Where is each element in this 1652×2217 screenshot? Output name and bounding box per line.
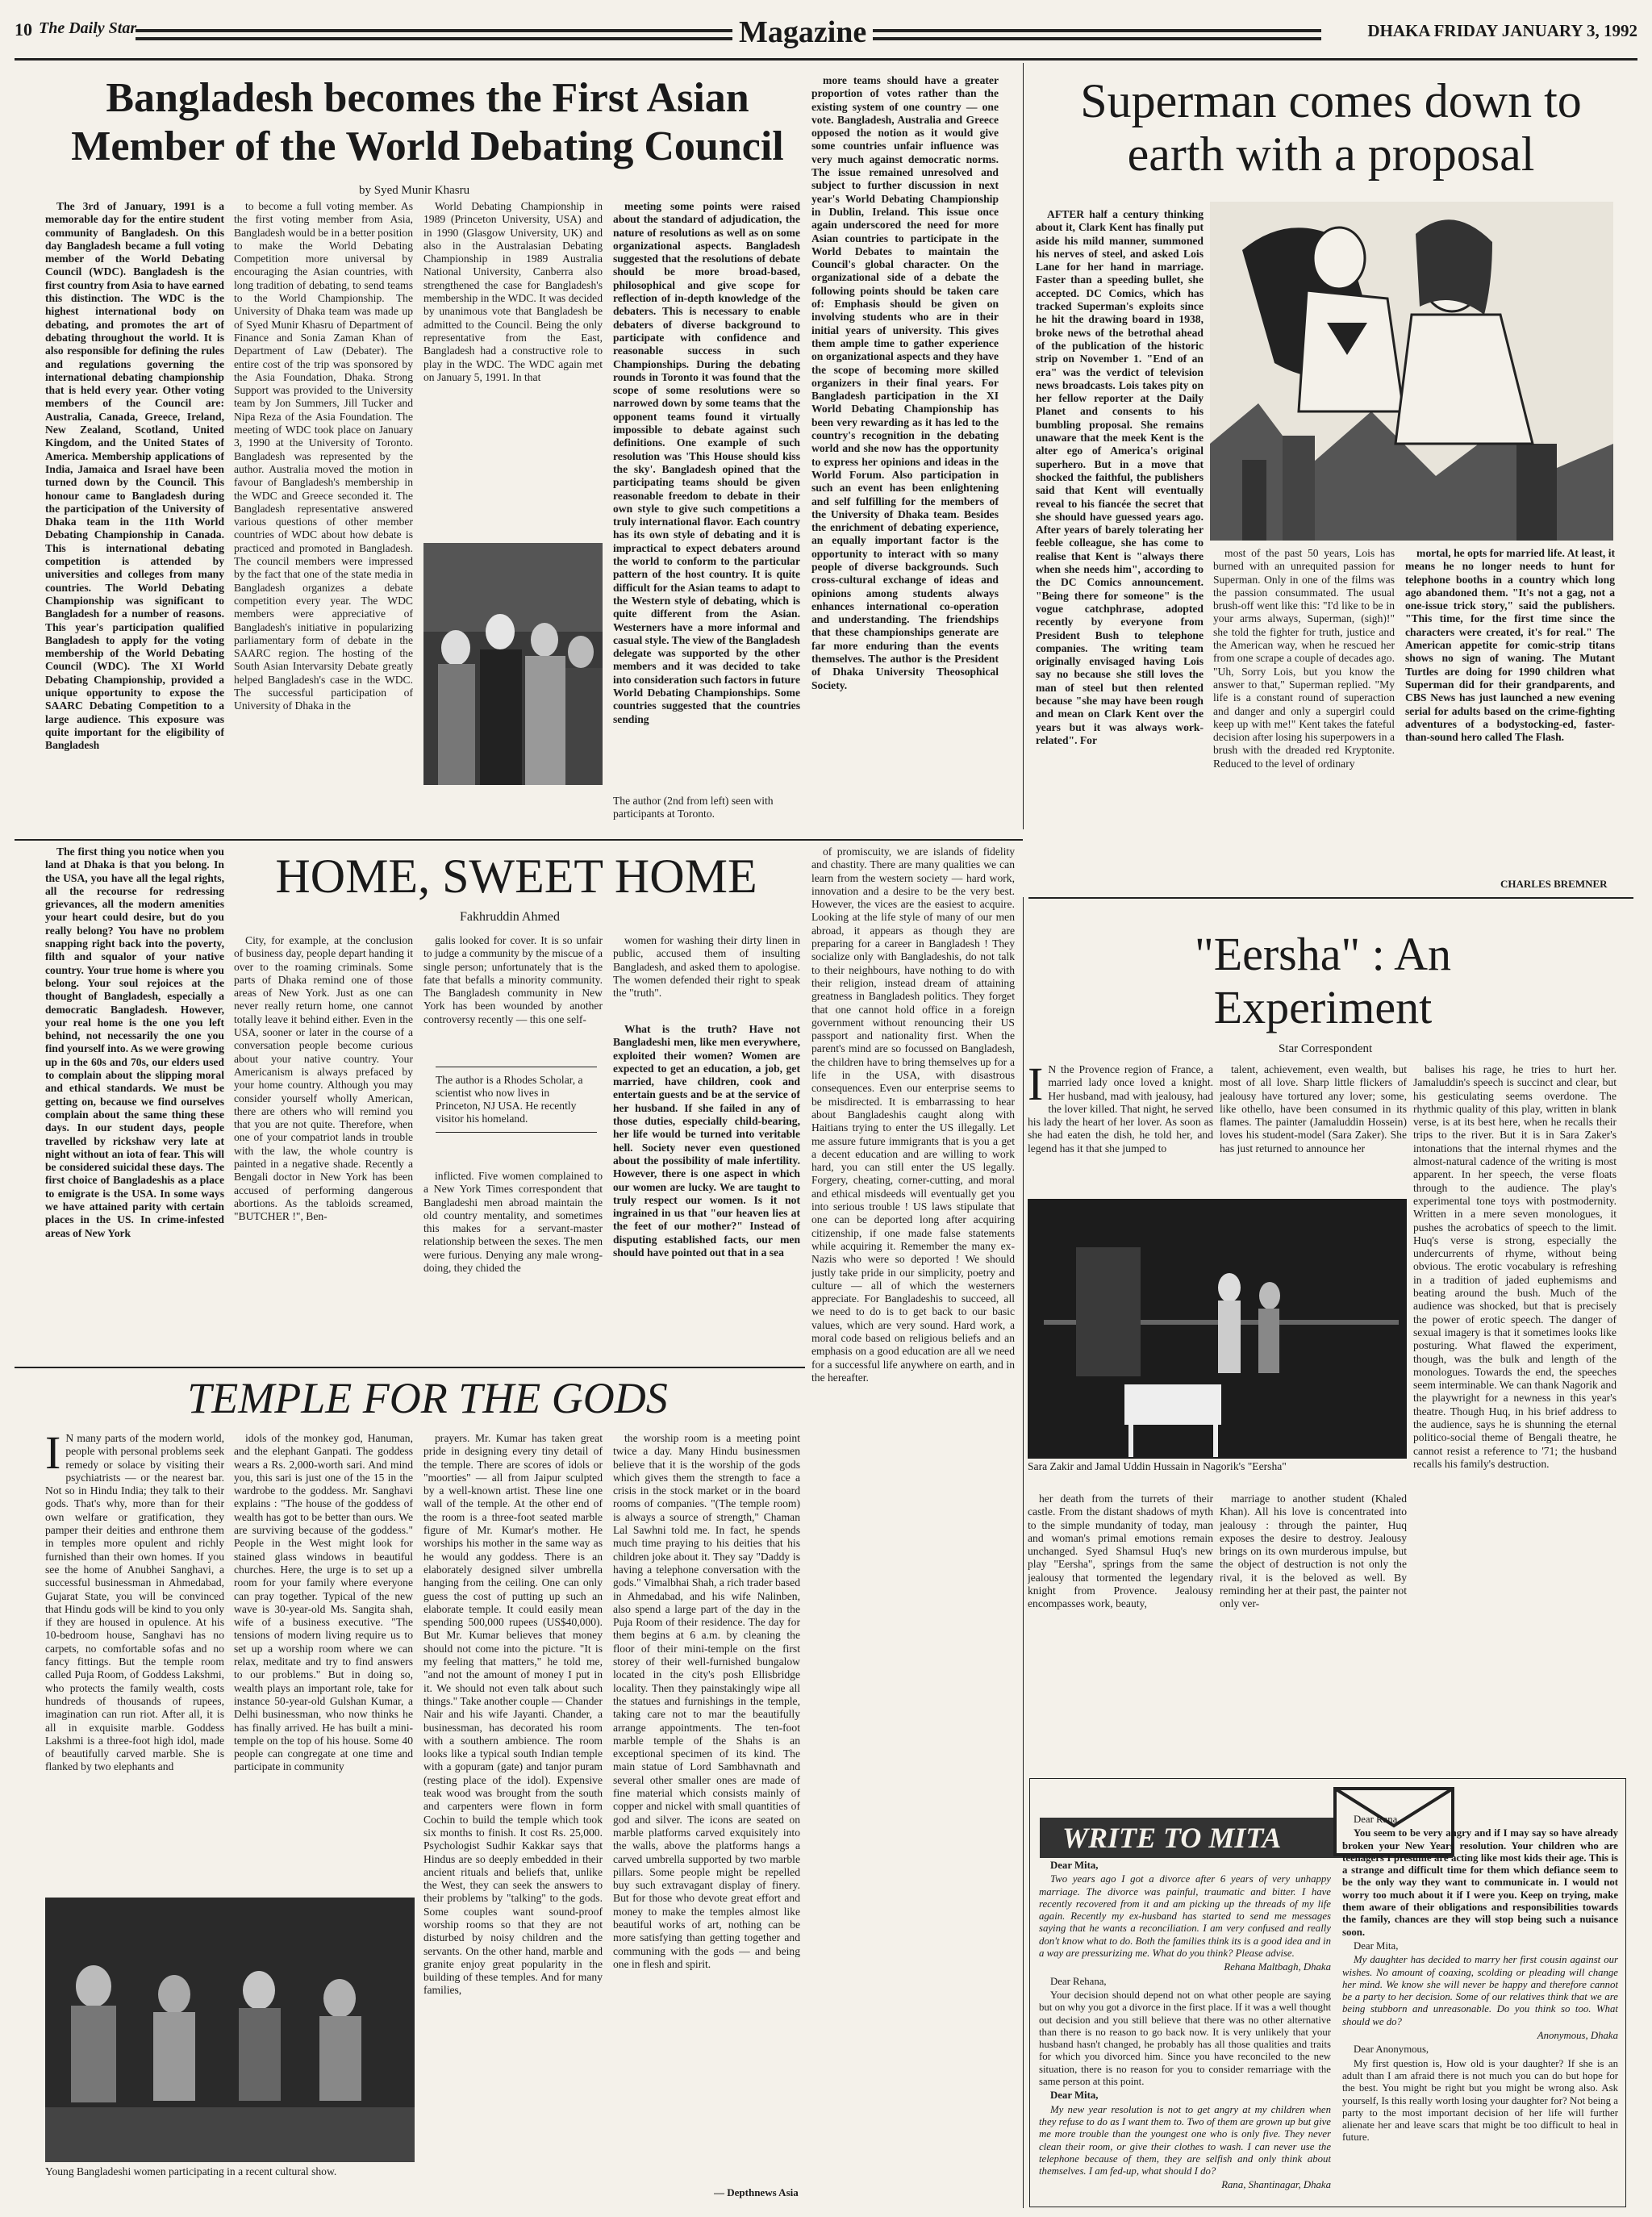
mita-reply3-salutation: Dear Anonymous, bbox=[1354, 2044, 1429, 2056]
mita-letter1-salutation: Dear Mita, bbox=[1050, 1860, 1099, 1871]
eersha-dropcap: I bbox=[1028, 1063, 1044, 1110]
eersha-col-2: talent, achievement, even wealth, but most of all love. Sharp little flickers of jealousy have tortured any lover; some, like othello, have been consumed in its flames. The painter (Jamaluddin Hossein) loves his student-model (Sara Zaker). She has just returned to announce her bbox=[1220, 1063, 1407, 1154]
mita-letter2-sign: Rana, Shantinagar, Dhaka bbox=[1221, 2179, 1331, 2191]
superman-illustration bbox=[1210, 202, 1613, 541]
mita-reply2-salutation: Dear Rana, bbox=[1354, 1814, 1400, 1825]
debate-headline: Bangladesh becomes the First Asian Member of the World Debating Council bbox=[71, 75, 784, 169]
mita-left-column bbox=[1039, 1860, 1331, 2202]
superman-credit: CHARLES BREMNER bbox=[1500, 878, 1608, 890]
temple-col-3: prayers. Mr. Kumar has taken great pride in designing every tiny detail of the temple. There are scores of idols or "moorties" — all from Jaipur sculpted by a well-known artist. These line one wall of the temple. At the other end of the room is a three-foot seated marble figure of Mr. Kumar's mother. He worships his mother in the same way as he would any goddess. There is an elaborately designed silver umbrella hanging from the ceiling. One can only guess the cost of putting up such an elaborate temple. It could easily mean spending 500,000 rupees (US$40,000). But Mr. Kumar believes that money should not come into the picture. "It is my feeling that matters," he told me, "and not the amount of money I put in it. We should not even talk about such things." Take another couple — Chander Nair and his wife Jayanti. Chander, a businessman, has decorated his room with a southern ambience. The room looks like a typical south Indian temple with a gopuram (gate) and tanjor puram (resting place of the idol). Expensive teak wood was brought from the south and carpenters were flown in form Cochin to build the temple which took six months to finish. It cost Rs. 25,000. Psychologist Sudhir Kakkar says that Hindus are so deeply embedded in their ancient rituals and beliefs that, unlike the West, they can seek the answers to their problems by "talking" to the gods. Some couples want sound-proof worship rooms so that they are not disturbed by noisy children and the servants. On the other hand, marble and granite enjoy great popularity in the building of these temples. And for many families, bbox=[423, 1432, 603, 1997]
temple-dropcap: I bbox=[45, 1432, 61, 1479]
temple-photo bbox=[45, 1898, 415, 2162]
superman-headline: Superman comes down to earth with a proposal bbox=[1080, 74, 1582, 181]
mita-letter3-salutation: Dear Mita, bbox=[1354, 1939, 1399, 1952]
temple-photo-caption: Young Bangladeshi women participating in a recent cultural show. bbox=[45, 2165, 337, 2177]
superman-col-1: AFTER half a century thinking about it, Clark Kent has finally put aside his mild manner, summoned his nerves of steel, and asked Lois Lane for her hand in marriage. Faster than a speeding bullet, she accepted. DC Comics, which has tracked Superman's exploits since he hit the drawing board in 1938, broke news of the betrothal ahead of the publication of the historic strip on November 1. "End of an era" was the verdict of television news broadcasts. Lois takes pity on her fellow reporter at the Daily Planet and consents to his bumbling proposal. She remains unaware that the meek Kent is the alter ego of America's original superhero. But in a move that shocked the faithful, the publishers said that Kent will eventually reveal to his fiancée the secret that she should have guessed years ago. After years of barely tolerating her feeble colleague, she has come to realise that Kent is "always there when she needs him", according to the DC Comics announcement. "Being there for someone" is the vogue catchphrase, adopted recently by everyone from President Bush to telephone companies. The writing team originally envisaged having Lois say no because she still loves the man of steel but then relented because "she may have been rough and mean on Clark Kent over the years but it was always work-related". For bbox=[1036, 208, 1204, 746]
superman-col-3: mortal, he opts for married life. At least, it means he no longer needs to hunt for telephone booths in a country which long ago abandoned them. "It's not a gag, not a one-issue trick story," said the publishers. "This time, for the first time since the characters were created, it's for real." The American appetite for comic-strip titans shows no sign of waning. The Mutant Turtles are doing for 1990 children what Superman did for their grandparents, and CBS News has just launched a new evening serial for adults based on the crime-fighting adventures of a bodystocking-ed, faster-than-sound hero called The Flash. bbox=[1405, 547, 1615, 744]
page-number: 10 bbox=[15, 19, 32, 40]
mita-letter3-body: My daughter has decided to marry her first cousin against our wishes. No amount of coaxing, scolding or pleading will change her mind. We know she will never be happy and therefore cannot be a party to her decision. Some of our relatives think that we are being stubborn and unreasonable. Do you think so too. What should we do? bbox=[1342, 1954, 1618, 2027]
mita-letter2-body: My new year resolution is not to get angry at my children when they refuse to do as I want them to. Two of them are grown up but give me more trouble than the youngest one who is only five. They never clean their room, or give their clothes to wash. I can never use the telephone because of them, they are selfish and only think about themselves. I am fed-up, what should I do? bbox=[1039, 2103, 1331, 2177]
mita-letter3-sign: Anonymous, Dhaka bbox=[1537, 2030, 1618, 2042]
eersha-col-1b: her death from the turrets of their castle. From the distant shadows of myth to the simple mundanity of today, man and woman's primal emotions remain unchanged. Syed Shamsul Huq's new play "Eersha", springs from the same jealousy that tormented the legendary knight from Provence. Jealousy encompasses work, beauty, bbox=[1028, 1493, 1213, 1610]
dateline: DHAKA FRIDAY JANUARY 3, 1992 bbox=[1362, 21, 1637, 41]
mita-letter1-body: Two years ago I got a divorce after 6 years of very unhappy marriage. The divorce was painful, traumatic and bitter. I have recently recovered from it and am picking up the threads of my life again. Recently my ex-husband has started to send me messages saying that he wants a reconciliation. I am very confused and really don't know what to do. Both the families think its is a good idea and in a way are pressurizing me. What do you think? Please advise. bbox=[1039, 1873, 1331, 1960]
temple-col-2: idols of the monkey god, Hanuman, and the elephant Ganpati. The goddess wears a Rs. 2,000-worth sari. And mind you, this sari is just one of the 15 in the wardrobe to the goddess. Mr. Sanghavi explains : "The house of the goddess of wealth has got to be better than ours. We are surviving because of the goddess." People in the West might look for stained glass windows in beautiful churches. Here, the urge is to set up a room for your family where everyone can pray together. Typical of the new wave is 30-year-old Ms. Sangita shah, wife of a business executive. "The tensions of modern living require us to set up a worship room where we can relax, meditate and try to find answers to our problems." But in doing so, wealth plays an important role, take for instance 50-year-old Gulshan Kumar, a Delhi businessman, who now thinks he has finally arrived. He has built a mini-temple on the top of his house. Some 40 people can congregate at one time and participate in community bbox=[234, 1432, 413, 1773]
home-byline: Fakhruddin Ahmed bbox=[460, 910, 560, 924]
eersha-col-1: I N the Provence region of France, a married lady once loved a knight. Her husband, mad with jealousy, had the lover killed. That night, he served his lady the heart of her lover. As soon as she had eaten the dish, he told her, and legend has it that she jumped to bbox=[1028, 1063, 1213, 1154]
masthead bbox=[15, 8, 1637, 55]
debate-col-4: meeting some points were raised about the standard of adjudication, the nature of resolutions as well as on some organizational aspects. Bangladesh suggested that the resolutions of debate should be more broad-based, philosophical and give scope for reflection of in-depth knowledge of the debaters. This is necessary to enable debaters of diverse background to participate with confidence and reasonable success in such Championships. During the debating rounds in Toronto it was found that the scope of some resolutions were so narrowed down by some teams that the opponent teams found it virtually impossible to debate against such definitions. One example of such resolution was 'This House should kiss the sky'. Bangladesh opined that the participating teams should be given reasonable freedom to debate in their own style to give such competitions a truly international flavor. Each country has its own style of debating and it is impractical to expect debaters around the world to conform to the particular pattern of the host country. It is quite difficult for the Asian teams to adapt to the Western style of debating, which is quite different from the Asian. Westerners have a more informal and casual style. The view of the Bangladesh delegate was supported by the other members and it was decided to take into consideration such factors in future World Debating Championships. Some countries suggested that the countries sending bbox=[613, 200, 800, 725]
section-title: Magazine bbox=[732, 15, 873, 50]
mita-right-column bbox=[1342, 1814, 1618, 2202]
temple-col-4: the worship room is a meeting point twice a day. Many Hindu businessmen believe that it is the worship of the gods which gives them the strength to face a crisis in the stock market or in the board rooms of companies. "(The temple room) is always a source of strength," Chaman Lal Sawhni told me. In fact, he spends much time praying to his deities that his children joke about it. They say "Daddy is having a telephone conversation with the gods." Vimalbhai Shah, a rich trader based in Ahmedabad, and his wife Nalinben, also spend a large part of the day in the Puja Room of their residence. The day for them begins at 6 a.m. by cleaning the floor of their mini-temple on the first storey of their well-furnished bungalow located in the city's posh Ellisbridge locality. Then they painstakingly wipe all the statues and furnishings in the temple, taking care not to mar the beautifully arrange appointments. The ten-foot marble temple of the Shahs is an exceptional specimen of its kind. The main statue of Lord Sambhavnath and several other smaller ones are made of fine material which consists mainly of copper and nickel with small quantities of god and silver. The icons are seated on marble platforms carved exquisitely into the walls, above the platforms hangs a carved umbrella supported by two marble pillars. Some people might be repelled buy such extravagant display of finery. But for those who devote great effort and money to make the temples almost like beautiful works of art, nothing can be more satisfying than getting together and communing with the gods — and being one in flesh and spirit. bbox=[613, 1432, 800, 1970]
mita-reply3-body: My first question is, How old is your daughter? If she is an adult than I am afraid there is not much you can do but hope for the best. You might be right but you might be wrong also. Ask yourself, Is this really worth losing your daughter for? Not being a party to the most important decision of her life will further alienate her and leave scars that might be too difficult to heal in future. bbox=[1342, 2057, 1618, 2144]
eersha-headline: "Eersha" : An Experiment bbox=[1195, 928, 1451, 1033]
mita-title: WRITE TO MITA bbox=[1062, 1822, 1282, 1854]
temple-credit: — Depthnews Asia bbox=[714, 2186, 799, 2198]
eersha-photo-caption: Sara Zakir and Jamal Uddin Hussain in Nagorik's "Eersha" bbox=[1028, 1460, 1287, 1472]
home-headline: HOME, SWEET HOME bbox=[275, 850, 757, 903]
debate-photo bbox=[423, 543, 603, 785]
eersha-col-3: balises his rage, he tries to hurt her. Jamaluddin's speech is succinct and clear, but his gesticulating seems overdone. The rhythmic quality of this play, written in blank verse, is at its best here, when he recalls their trips to the river. But it is in Sara Zaker's intonations that the internal rhymes and the almost-natural cadence of the writing is most apparent. In her speech, the verse floats through to the audience. The play's experimental tone toys with postmodernity. Written in a mere seven monologues, it pushes the acrobatics of speech to the limit. Huq's verse is strong, especially the undercurrents of rhyme, without being obvious. The erotic vocabulary is refreshing in a tradition of jaded euphemisms and beating around the bush. Much of the audience was shocked, but that is precisely the power of erotic speech. The danger of sexual imagery is that it sometimes looks like posturing. What flawed the experiment, though, was the bulk and length of the monologues. Towards the end, the speeches seem interminable. We can thank Nagorik and the playwright for a newness in this year's theatre. Though Huq, in his brief address to the audience, says he is shunning the eternal politico-social theme of Bengali theatre, he cannot resist a reference to '71; the husband recalls his family's destruction. bbox=[1413, 1063, 1617, 1470]
debate-col-1: The 3rd of January, 1991 is a memorable day for the entire student community of Bangladesh. On this day Bangladesh became a full voting member of the World Debating Council (WDC). Bangladesh is the first country from Asia to have earned this distinction. The WDC is the highest international body on debating, and promotes the art of debating throughout the world. It is also responsible for defining the rules and regulations governing the international debating championship that is held every year. Other voting members of the Council are: Australia, Canada, Greece, Ireland, New Zealand, Scotland, United Kingdom, and the United States of America. Membership applications of India, Jamaica and Israel have been turned down by the Council. This honour came to Bangladesh during the participation of the University of Dhaka team in the 11th World Debating Championship in Canada. This is international debating competition is attended by universities and colleges from many countries. The World Debating Championship was significant to Bangladesh for a number of reasons. This year's participation qualified Bangladesh to apply for the voting membership of the World Debating Council (WDC). The XI World Debating Championship, provided a unique opportunity to expose the SAARC Debating Competition to a large audience. This exposure was quite important for the eligibility of Bangladesh bbox=[45, 200, 224, 752]
temple-headline: TEMPLE FOR THE GODS bbox=[187, 1374, 668, 1422]
mita-reply1-salutation: Dear Rehana, bbox=[1050, 1975, 1107, 1987]
mita-reply1-body: Your decision should depend not on what other people are saying but on why you got a divorce in the first place. If it was a well thought out decision and you still believe that there was no other alternative than there is no reason to go back now. It is very unlikely that your husband hasn't changed, he probably has all those qualities and traits for which you divorced him. Since you have reconciled to the new situation, there is no reason for you to consider remarriage with the same person at this point. bbox=[1039, 1989, 1331, 2088]
superman-col-2: most of the past 50 years, Lois has burned with an unrequited passion for Superman. Only in one of the films was the passion consummated. The usual brush-off went like this: "I'd like to be in your arms always, Superman, (sigh)!" she told the fighter for truth, justice and the American way, when he rescued her from one scrape a couple of decades ago. "Uh, Sorry Lois, but you know the answer to that," Superman replied. "My life is a constant round of superaction and danger and only a supergirl could keep up with me!" Kent takes the fateful decision after losing his superpowers in a brush with the dreaded red Kryptonite. Reduced to the level of ordinary bbox=[1213, 547, 1395, 770]
home-col-3-top: galis looked for cover. It is so unfair to judge a community by the miscue of a single person; unfortunately that is the fate that befalls a minority community. The Bangladesh community in New York has been wounded by another controversy recently — this one self- bbox=[423, 934, 603, 1025]
home-col-3-bottom: inflicted. Five women complained to a New York Times correspondent that Bangladeshi men abroad maintain the old country mentality, and sometimes this makes for a servant-master relationship between the sexes. The men were furious. Denying any male wrong-doing, they chided the bbox=[423, 1170, 603, 1275]
eersha-col-2b: marriage to another student (Khaled Khan). All his love is concentrated into jealousy : through the painter, Huq exposes the desire to destroy. Jealousy brings on its own murderous impulse, but the object of destruction is not only the rival, it is the beloved as well. By reminding her at their past, the painter not only ver- bbox=[1220, 1493, 1407, 1610]
mita-letter1-sign: Rehana Maltbagh, Dhaka bbox=[1224, 1961, 1331, 1973]
debate-photo-caption: The author (2nd from left) seen with participants at Toronto. bbox=[613, 795, 774, 820]
masthead-rule bbox=[15, 58, 1637, 61]
mita-reply2-body: You seem to be very angry and if I may say so have already broken your New Years resolution. Your children who are teenagers I presume are acting like most kids their age. This is a strange and difficult time for them which defiance seem to be the only way they want to communicate in. I would not worry too much about it if I were you. Keep on trying, make them aware of their obligations and responsibilities towards the family, chances are they will stop being such a nuisance soon. bbox=[1342, 1827, 1618, 1938]
paper-name: The Daily Star bbox=[39, 19, 137, 37]
mita-letter2-salutation: Dear Mita, bbox=[1050, 2090, 1099, 2102]
debate-col-2: to become a full voting member. As the first voting member from Asia, Bangladesh would be in a better position to make the World Debating Competition more universal by encouraging the Asian countries, with long tradition of debating, to send teams to the World Championship. The University of Dhaka team was made up of Syed Munir Khasru of Department of Finance and Sonia Zaman Khan of Department of Law (Debater). The entire cost of the trip was sponsored by the Asia Foundation, Dhaka. Strong Support was provided to the University team by Jon Summers, Jill Tucker and Nipa Reza of the Asia Foundation. The meeting of WDC took place on January 3, 1990 at the University of Toronto. Bangladesh was represented by the author. Australia moved the motion in favour of Bangladesh's membership in the WDC and Greece seconded it. The Bangladesh representative answered various questions of other member countries of WDC about how debate is practiced and promoted in Bangladesh. The council members were impressed by the fact that one of the state media in Bangladesh organizes a debate competition every year. The WDC members were appreciative of Bangladesh's initiative in popularizing parliamentary form of debate in the SAARC region. The hosting of the South Asian Intervarsity Debate greatly helped Bangladesh's case in the WDC. The successful participation of University of Dhaka in the bbox=[234, 200, 413, 712]
home-author-note: The author is a Rhodes Scholar, a scientist who now lives in Princeton, NJ USA. He recently visitor his homeland. bbox=[436, 1067, 597, 1133]
debate-col-3-top: World Debating Championship in 1989 (Princeton University, USA) and in 1990 (Glasgow University, UK) and also in the Australasian Debating Championship in 1989 Australia National University, Canberra also strengthened the case for Bangladesh's membership in the WDC. It was decided by unanimous vote that Bangladesh be admitted to the Council. Being the only representative from the East, Bangladesh had a constructive role to play in the WDC. The WDC again met on January 5, 1991. In that bbox=[423, 200, 603, 383]
home-col-5: of promiscuity, we are islands of fidelity and chastity. There are many qualities we can learn from the western society — hard work, innovation and a desire to be the very best. However, the vices are the easiest to acquire. Looking at the life style of many of our men abroad, it appears as though they are preparing for a career in Bangladesh ! They socialize only with Bangladeshis, do not talk to their neighbours, have nothing to do with their religion, instead dream of attaining greatness in Bangladesh politics. They forget that one cannot hold office in a foreign government without renouncing their US passport and nationality first. When the parent's mind are so focussed on Bangladesh, the children have to bring themselves up for a life in the USA, with disastrous consequences. Even our enterprise seems to be misdirected. It is embarrassing to hear about Bangladeshis caught along with Haitians trying to enter the US illegally. Let me assure future immigrants that is you a get a decent education and are willing to work hard, you can still enter the US legally. Forgery, cheating, corner-cutting, and moral and ethical misdeeds will eventually get you into serious trouble ! US laws stipulate that one can be deported long after acquiring citizenship, if one made false statements while acquiring it. Remember the many ex-Nazis who were so deported ! We should justly take pride in our simplicity, poetry and culture — all of which the westerners appreciate. For Bangladeshis to succeed, all we need to do is to get back to our basic values, which are very sound. Hard work, a moral code based on religious beliefs and an emphasis on a good education are all we need for a successful life anywhere on earth, and in the hereafter. bbox=[811, 845, 1015, 1384]
home-col-2: City, for example, at the conclusion of business day, people depart handing it over to the roaming criminals. Some parts of Dhaka remind one of those areas of New York. Just as one can never really return home, one cannot totally leave it behind either. Even in the USA, sooner or later in the course of a conversation people become curious about your native country. Your Americanism is always prefaced by your home country. Although you may consider yourself wholly American, there are others who will remind you that you are not quite. Therefore, when one of your compatriot lands in trouble with the law, the whole country is painted in a negative shade. Recently a Bengali doctor in New York has been accused of performing dangerous abortions. As the tabloids screamed, "BUTCHER !", Ben- bbox=[234, 934, 413, 1223]
eersha-photo bbox=[1028, 1199, 1407, 1459]
home-col-4: What is the truth? Have not Bangladeshi men, like men everywhere, exploited their women? Women are expected to get an education, a job, get married, have children, cook and entertain guests and be at the service of her husband. If she failed in any of those duties, especially child-bearing, her life would be turned into veritable hell. Society never even questioned about the possibility of male infertility. However, there is one aspect in which our women are lucky. We are taught to truly respect our women. Is it not ingrained in us that "our heaven lies at the feet of our mother?" Instead of disputing established facts, our men should have pointed out that in a sea bbox=[613, 1023, 800, 1259]
debate-byline: by Syed Munir Khasru bbox=[359, 184, 470, 197]
home-col-4-top: women for washing their dirty linen in public, accused them of insulting Bangladesh, and asked them to apologise. The women defended their right to speak the "truth". bbox=[613, 934, 800, 1000]
temple-col-1: I N many parts of the modern world, people with personal problems seek remedy or solace by visiting their psychiatrists — or the nearest bar. Not so in Hindu India; they talk to their gods. That's why, more than for their own welfare or gratification, they pamper their deities and enthrone them in temples more opulent and richly furnished than their own homes. If you see the home of Anubhei Sanghavi, a successful businessman in Ahmedabad, Gujarat State, you will be convinced that Hindu gods will be kind to you only if they are housed in opulence. At his 10-bedroom house, Sanghavi has no carpets, no comfortable sofas and no fancy fittings. But the temple room called Puja Room, of Goddess Lakshmi, who protects the family wealth, costs hundreds of thousands of rupees, imagination can run riot. After all, it is all in exquisite marble. Goddess Lakshmi is a three-foot high idol, made of beautifully carved marble. She is flanked by two elephants and bbox=[45, 1432, 224, 1773]
home-col-1: The first thing you notice when you land at Dhaka is that you belong. In the USA, you have all the legal rights, all the recourse for redressing grievances, all the modern amenities your heart could desire, but do you really belong? You have no problem snapping right back into the poverty, filth and squalor of your native country. Your true home is where you belong. Your soul rejoices at the thought of Bangladesh, especially a democratic Bangladesh. However, your real home is the one you left behind, not necessarily the one you find yourself into. As we were growing up in the 60s and 70s, our elders used to complain about the slipping moral and ethical standards. We must be getting on, because we find ourselves complain about the same thing these days. In our student days, people travelled by rickshaw very late at night without an iota of fear. This will be considered suicidal these days. The first choice of Bangladeshis as a place to emigrate is the USA. In some ways we have attained parity with certain places in the US. In crime-infested areas of New York bbox=[45, 845, 224, 1239]
eersha-byline: Star Correspondent bbox=[1279, 1042, 1373, 1055]
debate-col-5: more teams should have a greater proportion of votes rather than the existing system of one country — one vote. Bangladesh, Australia and Greece opposed the notion as it would give some countries unfair influence was very much against democratic norms. The issue remained unresolved and subject to further discussion in next year's World Debating Championship in Dublin, Ireland. This issue once again underscored the need for more Asian countries to participate in the World Debates to maintain the Council's global character. On the organizational side of a debate the following points should be taken care of: Emphasis should be given on involving students who are in their initial years of university. This gives them ample time to gather experience on organizational aspects and they have the scope of becoming more skilled organizers in their final years. For Bangladesh participation in the XI World Debating Championship has been very rewarding as it has led to the country's recognition in the debating world and she now has the opportunity to express her opinions and ideas in the World Forum. Also participation in such an event has been enlightening and self fulfilling for the members of the University of Dhaka team. Besides the enrichment of debating experience, an equally important factor is the opportunity to interact with so many people of diverse backgrounds. Such cross-cultural exchange of ideas and opinions among students always enhances international co-operation and understanding. The friendships that these championships generate are far more enduring than the events themselves. The author is the President of Dhaka University Theosophical Society. bbox=[811, 74, 999, 691]
